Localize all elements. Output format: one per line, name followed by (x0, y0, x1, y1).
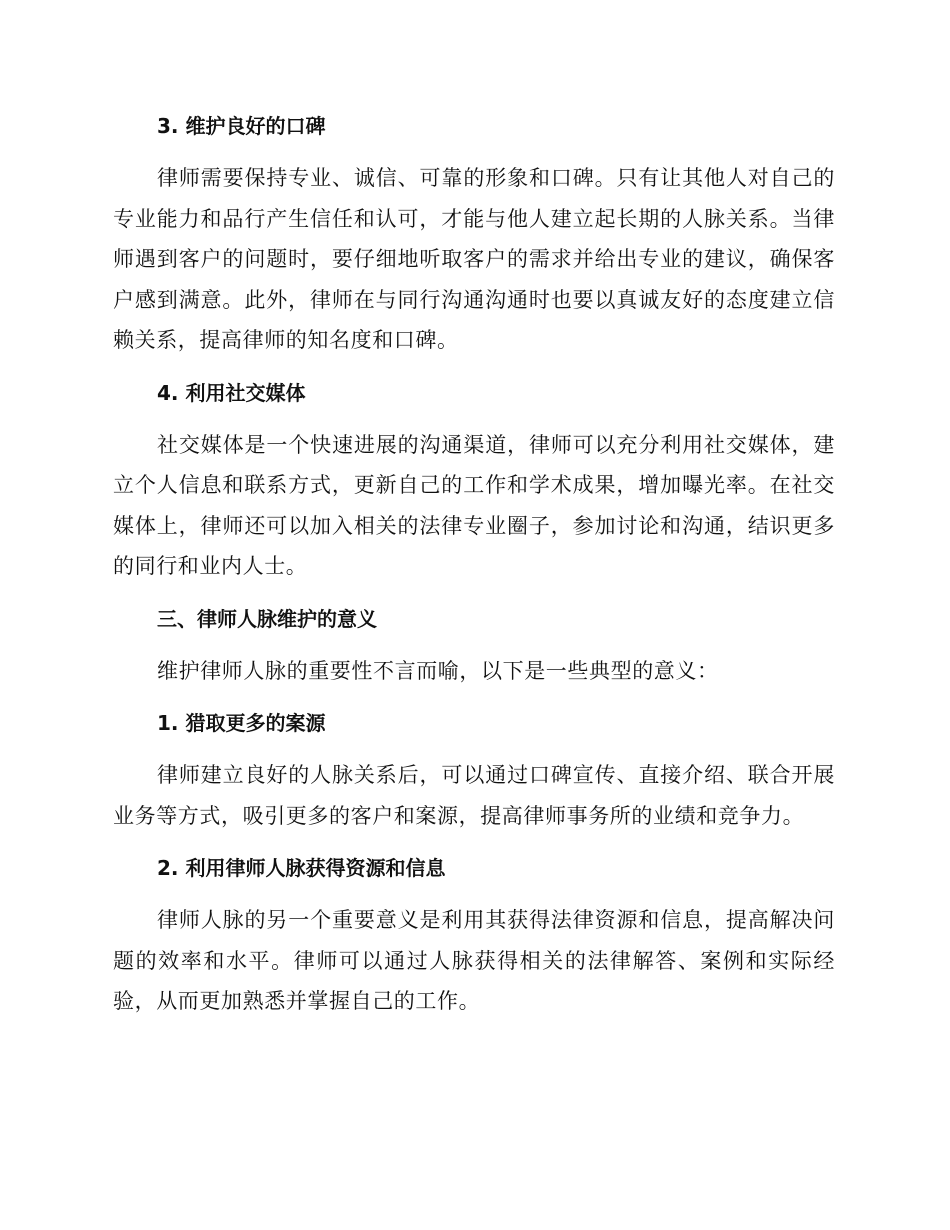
paragraph-maintain-reputation: 律师需要保持专业、诚信、可靠的形象和口碑。只有让其他人对自己的专业能力和品行产生信任和认可，才能与他人建立起长期的人脉关系。当律师遇到客户的问题时，要仔细地听取客户的需求并给出专业的建议，确保客户感到满意。此外，律师在与同行沟通沟通时也要以真诚友好的态度建立信赖关系，提高律师的知名度和口碑。 (113, 166, 835, 352)
subheading-more-cases: 1. 猎取更多的案源 (157, 711, 326, 735)
section-heading-significance: 三、律师人脉维护的意义 (157, 606, 377, 631)
paragraph-more-cases: 律师建立良好的人脉关系后，可以通过口碑宣传、直接介绍、联合开展业务等方式，吸引更多的客户和案源，提高律师事务所的业绩和竞争力。 (113, 763, 835, 828)
document-body (113, 105, 835, 1033)
subheading-use-social-media: 4. 利用社交媒体 (157, 380, 306, 405)
subheading-maintain-reputation: 3. 维护良好的口碑 (157, 114, 326, 138)
paragraph-use-social-media: 社交媒体是一个快速进展的沟通渠道，律师可以充分利用社交媒体，建立个人信息和联系方式，更新自己的工作和学术成果，增加曝光率。在社交媒体上，律师还可以加入相关的法律专业圈子，参加讨论和沟通，结识更多的同行和业内人士。 (113, 432, 835, 578)
subheading-resources-info: 2. 利用律师人脉获得资源和信息 (157, 856, 446, 880)
paragraph-significance-intro: 维护律师人脉的重要性不言而喻，以下是一些典型的意义： (157, 658, 719, 683)
paragraph-resources-info: 律师人脉的另一个重要意义是利用其获得法律资源和信息，提高解决问题的效率和水平。律师可以通过人脉获得相关的法律解答、案例和实际经验，从而更加熟悉并掌握自己的工作。 (113, 908, 835, 1013)
